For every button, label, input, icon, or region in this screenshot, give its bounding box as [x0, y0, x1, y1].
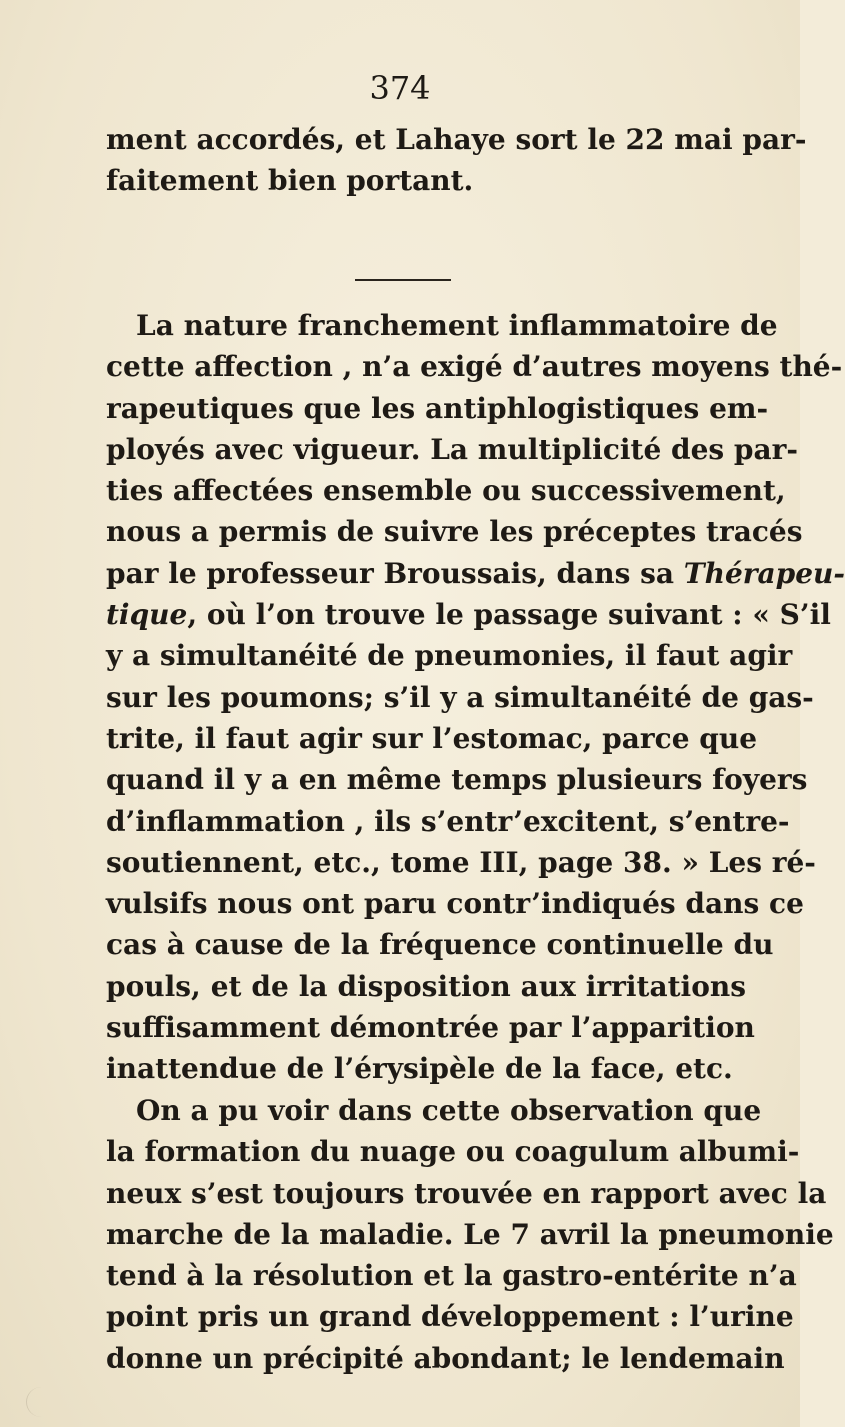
paragraph-2	[106, 1090, 834, 1379]
text-line: ties affectées ensemble ou successivement,	[106, 474, 786, 508]
text-line: soutiennent, etc., tome III, page 38. » Les ré-	[106, 845, 816, 879]
text-line: vulsifs nous ont paru contr’indiqués dans ce	[106, 887, 804, 921]
paragraph-1	[106, 305, 845, 1090]
text-line-part: , où l’on trouve le passage suivant : « S’il	[187, 598, 831, 632]
text-line: cette affection , n’a exigé d’autres moyens thé-	[106, 350, 843, 384]
text-line: la formation du nuage ou coagulum albumi-	[106, 1135, 800, 1169]
italic-title: tique	[106, 598, 188, 632]
text-line: d’inflammation , ils s’entr’excitent, s’entre-	[106, 804, 790, 838]
paper-mark	[26, 1387, 57, 1417]
text-line: trite, il faut agir sur l’estomac, parce que	[106, 721, 758, 755]
text-line: nous a permis de suivre les préceptes tracés	[106, 515, 803, 549]
text-line: pouls, et de la disposition aux irritations	[106, 969, 746, 1003]
text-line: inattendue de l’érysipèle de la face, etc.	[106, 1052, 733, 1086]
text-line: point pris un grand développement : l’urine	[106, 1300, 794, 1334]
text-line: donne un précipité abondant; le lendemain	[106, 1341, 785, 1375]
text-line: sur les poumons; s’il y a simultanéité de gas-	[106, 680, 814, 714]
text-line	[106, 553, 845, 594]
continuation-text	[106, 119, 807, 202]
text-line: quand il y a en même temps plusieurs foyers	[106, 763, 808, 797]
text-line	[106, 594, 831, 635]
text-line: y a simultanéité de pneumonies, il faut agir	[106, 639, 793, 673]
text-line: ployés avec vigueur. La multiplicité des par-	[106, 432, 799, 466]
section-divider	[355, 279, 451, 281]
page-number: 374	[369, 69, 431, 107]
text-line: ment accordés, et Lahaye sort le 22 mai par-	[106, 123, 807, 156]
text-line: neux s’est toujours trouvée en rapport avec la	[106, 1176, 827, 1210]
text-line: On a pu voir dans cette observation que	[136, 1094, 762, 1127]
text-line: La nature franchement inflammatoire de	[136, 309, 778, 342]
text-line: marche de la maladie. Le 7 avril la pneumonie	[106, 1217, 834, 1251]
text-line-part: par le professeur Broussais, dans sa	[106, 556, 684, 590]
text-line: cas à cause de la fréquence continuelle du	[106, 928, 774, 962]
text-line: rapeutiques que les antiphlogistiques em-	[106, 391, 769, 425]
text-line: suffisamment démontrée par l’apparition	[106, 1011, 755, 1045]
italic-title: Thérapeu-	[683, 556, 845, 590]
text-line: faitement bien portant.	[106, 164, 474, 198]
text-line: tend à la résolution et la gastro-entérite n’a	[106, 1259, 797, 1293]
